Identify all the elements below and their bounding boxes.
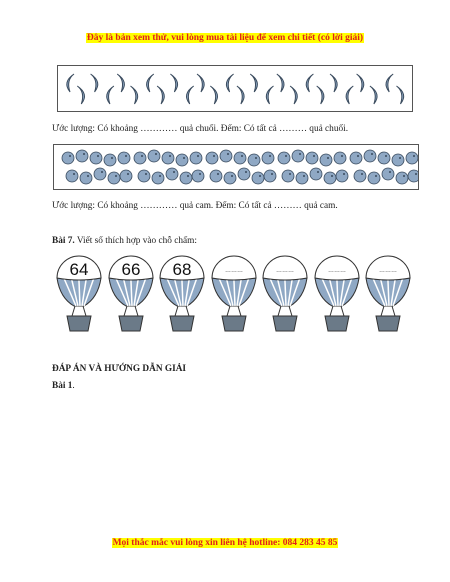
balloon-rope	[392, 306, 395, 316]
banana-icon	[370, 86, 377, 104]
orange-stem-icon	[199, 173, 201, 175]
orange-icon	[220, 150, 232, 162]
orange-stem-icon	[343, 173, 345, 175]
banana-icon	[397, 86, 404, 104]
orange-icon	[296, 172, 308, 184]
orange-icon	[396, 172, 408, 184]
balloon-basket	[170, 316, 194, 331]
orange-icon	[408, 170, 418, 182]
balloon-basket	[222, 316, 246, 331]
oranges-picture	[53, 144, 419, 190]
banana-icon	[357, 74, 364, 92]
hotline-text: Mọi thắc mắc vui lòng xin liên hệ hotline: 084 283 45 85	[112, 538, 338, 548]
orange-icon	[162, 152, 174, 164]
oranges-drawing	[54, 145, 418, 189]
orange-icon	[104, 154, 116, 166]
orange-stem-icon	[145, 173, 147, 175]
orange-stem-icon	[111, 157, 113, 159]
banana-icon	[170, 74, 177, 92]
orange-icon	[350, 152, 362, 164]
orange-icon	[138, 170, 150, 182]
orange-icon	[176, 154, 188, 166]
orange-icon	[368, 172, 380, 184]
orange-stem-icon	[289, 173, 291, 175]
orange-icon	[262, 152, 274, 164]
banana-icon	[131, 86, 138, 104]
orange-stem-icon	[269, 155, 271, 157]
orange-icon	[134, 152, 146, 164]
hot-air-balloon	[260, 254, 310, 334]
banana-icon	[237, 86, 244, 104]
orange-icon	[320, 154, 332, 166]
balloon-basket	[67, 316, 91, 331]
hotline-banner	[0, 532, 450, 550]
orange-stem-icon	[159, 175, 161, 177]
balloon-number-label: ………	[327, 268, 346, 274]
banana-icon	[330, 74, 337, 92]
banana-icon	[277, 74, 284, 92]
banana-icon	[157, 86, 164, 104]
orange-icon	[148, 150, 160, 162]
hot-air-balloon	[363, 254, 413, 334]
orange-icon	[364, 150, 376, 162]
orange-icon	[90, 152, 102, 164]
orange-icon	[378, 152, 390, 164]
banana-icon	[210, 86, 217, 104]
banana-icon	[91, 74, 98, 92]
orange-icon	[192, 170, 204, 182]
orange-stem-icon	[403, 175, 405, 177]
orange-icon	[120, 170, 132, 182]
banana-icon	[117, 74, 124, 92]
banana-icon	[107, 86, 114, 104]
orange-stem-icon	[357, 155, 359, 157]
balloon-rope	[175, 306, 178, 316]
orange-stem-icon	[213, 155, 215, 157]
banana-icon	[290, 86, 297, 104]
orange-stem-icon	[115, 175, 117, 177]
balloon-rope	[124, 306, 127, 316]
orange-icon	[224, 172, 236, 184]
banana-icon	[386, 74, 393, 92]
banana-icon	[266, 86, 273, 104]
balloon-rope	[135, 306, 138, 316]
orange-icon	[66, 170, 78, 182]
orange-stem-icon	[285, 155, 287, 157]
balloon-number-label: 68	[172, 260, 192, 279]
orange-stem-icon	[125, 155, 127, 157]
orange-stem-icon	[303, 175, 305, 177]
orange-icon	[190, 152, 202, 164]
banana-icon	[346, 86, 353, 104]
orange-stem-icon	[127, 173, 129, 175]
balloon-rope	[381, 306, 384, 316]
orange-icon	[210, 170, 222, 182]
balloon-rope	[238, 306, 241, 316]
orange-stem-icon	[361, 173, 363, 175]
orange-stem-icon	[73, 173, 75, 175]
answer-bai-1-label: Bài 1	[52, 381, 73, 391]
exercise-7-instruction: Viết số thích hợp vào chỗ chấm:	[74, 236, 197, 246]
balloon-rope	[72, 306, 75, 316]
orange-icon	[180, 172, 192, 184]
banana-icon	[187, 86, 194, 104]
balloon-rope	[278, 306, 281, 316]
orange-icon	[62, 152, 74, 164]
orange-icon	[292, 150, 304, 162]
bananas-drawing	[58, 66, 412, 111]
orange-stem-icon	[341, 155, 343, 157]
orange-stem-icon	[413, 155, 415, 157]
orange-icon	[264, 170, 276, 182]
balloon-basket	[325, 316, 349, 331]
orange-icon	[76, 150, 88, 162]
balloon-basket	[273, 316, 297, 331]
balloon-rope	[330, 306, 333, 316]
banana-icon	[197, 74, 204, 92]
hot-air-balloon	[312, 254, 362, 334]
orange-icon	[248, 154, 260, 166]
orange-stem-icon	[245, 171, 247, 173]
exercise-7-title: Bài 7.	[52, 236, 75, 246]
orange-stem-icon	[83, 153, 85, 155]
orange-stem-icon	[375, 175, 377, 177]
orange-stem-icon	[69, 155, 71, 157]
orange-stem-icon	[241, 155, 243, 157]
balloon-rope	[186, 306, 189, 316]
orange-stem-icon	[327, 157, 329, 159]
orange-icon	[206, 152, 218, 164]
orange-stem-icon	[87, 175, 89, 177]
banana-icon	[67, 74, 74, 92]
balloon-rope	[289, 306, 292, 316]
orange-icon	[310, 168, 322, 180]
orange-stem-icon	[415, 173, 417, 175]
orange-stem-icon	[317, 171, 319, 173]
orange-icon	[392, 154, 404, 166]
orange-stem-icon	[259, 175, 261, 177]
orange-icon	[278, 152, 290, 164]
orange-stem-icon	[271, 173, 273, 175]
preview-notice-banner	[0, 27, 450, 45]
orange-stem-icon	[389, 171, 391, 173]
balloon-row	[54, 254, 414, 334]
bananas-picture	[57, 65, 413, 112]
orange-icon	[234, 152, 246, 164]
orange-stem-icon	[169, 155, 171, 157]
orange-stem-icon	[255, 157, 257, 159]
orange-icon	[354, 170, 366, 182]
orange-icon	[306, 152, 318, 164]
hot-air-balloon	[106, 254, 156, 334]
orange-stem-icon	[399, 157, 401, 159]
orange-stem-icon	[385, 155, 387, 157]
orange-icon	[282, 170, 294, 182]
balloon-basket	[119, 316, 143, 331]
balloon-number-label: ………	[379, 268, 397, 274]
orange-stem-icon	[227, 153, 229, 155]
banana-estimate-line: Ước lượng: Có khoảng ………… quả chuối. Đếm: Có tất cả ……… quả chuối.	[52, 124, 349, 134]
orange-stem-icon	[217, 173, 219, 175]
balloon-rope	[83, 306, 86, 316]
orange-stem-icon	[97, 155, 99, 157]
balloon-number-label: ………	[276, 268, 294, 274]
banana-icon	[77, 86, 84, 104]
orange-stem-icon	[155, 153, 157, 155]
hot-air-balloon	[54, 254, 104, 334]
orange-estimate-line: Ước lượng: Có khoảng ………… quả cam. Đếm: Có tất cả ……… quả cam.	[52, 201, 338, 211]
hot-air-balloon	[209, 254, 259, 334]
answer-bai-1	[52, 381, 75, 391]
orange-icon	[336, 170, 348, 182]
orange-icon	[324, 172, 336, 184]
orange-stem-icon	[299, 153, 301, 155]
orange-icon	[108, 172, 120, 184]
balloon-rope	[341, 306, 344, 316]
orange-icon	[94, 168, 106, 180]
orange-stem-icon	[173, 171, 175, 173]
preview-notice-text: Đây là bản xem thử, vui lòng mua tài liệu để xem chi tiết (có lời giải)	[86, 33, 364, 43]
answers-heading: ĐÁP ÁN VÀ HƯỚNG DẪN GIẢI	[52, 364, 187, 374]
orange-stem-icon	[231, 175, 233, 177]
orange-stem-icon	[197, 155, 199, 157]
orange-icon	[406, 152, 418, 164]
hot-air-balloon	[157, 254, 207, 334]
balloon-number-label: 66	[121, 260, 140, 279]
orange-stem-icon	[101, 171, 103, 173]
orange-icon	[80, 172, 92, 184]
orange-icon	[118, 152, 130, 164]
banana-icon	[306, 74, 313, 92]
banana-icon	[317, 86, 324, 104]
balloon-number-label: 64	[69, 260, 89, 279]
orange-stem-icon	[313, 155, 315, 157]
banana-icon	[250, 74, 257, 92]
balloon-rope	[227, 306, 230, 316]
orange-stem-icon	[141, 155, 143, 157]
orange-icon	[382, 168, 394, 180]
orange-icon	[238, 168, 250, 180]
orange-icon	[152, 172, 164, 184]
orange-stem-icon	[183, 157, 185, 159]
orange-stem-icon	[187, 175, 189, 177]
banana-icon	[147, 74, 154, 92]
orange-icon	[166, 168, 178, 180]
orange-icon	[252, 172, 264, 184]
banana-icon	[226, 74, 233, 92]
balloon-basket	[376, 316, 400, 331]
answer-bai-1-suffix: .	[72, 381, 75, 391]
orange-icon	[334, 152, 346, 164]
orange-stem-icon	[331, 175, 333, 177]
orange-stem-icon	[371, 153, 373, 155]
balloon-number-label: ………	[224, 268, 243, 274]
exercise-7-prompt	[52, 236, 197, 246]
